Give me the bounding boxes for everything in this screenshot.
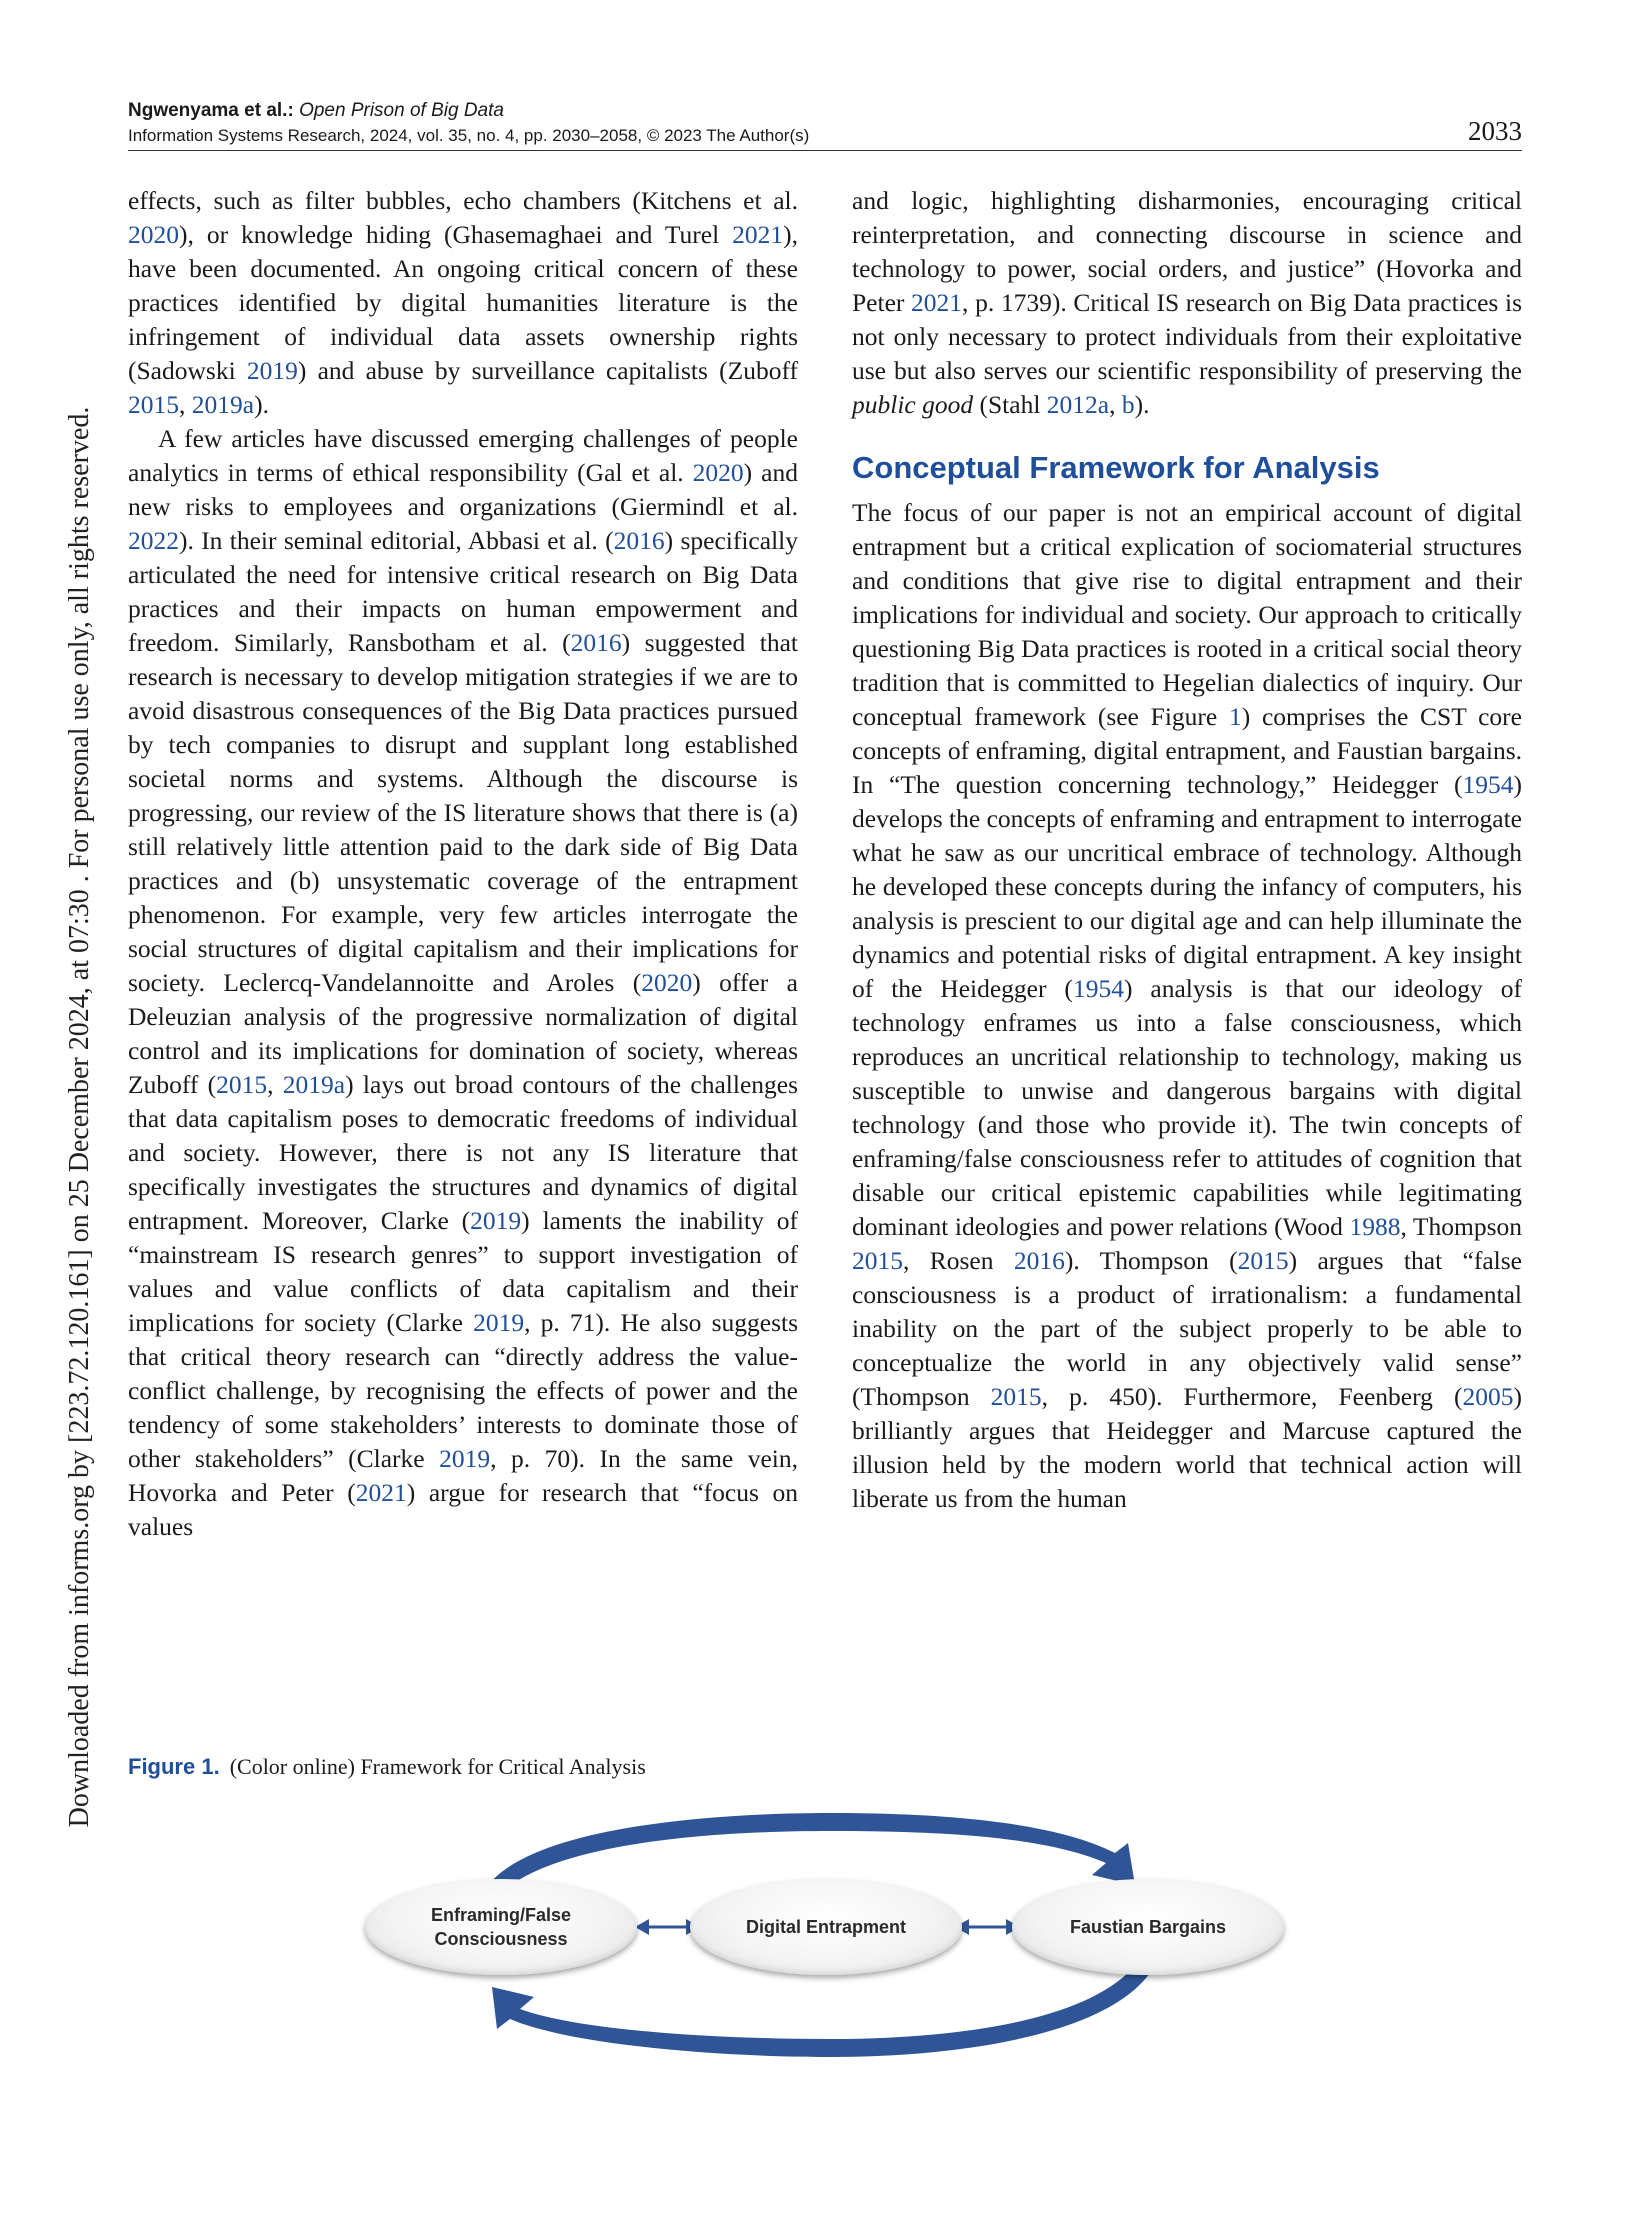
text-run: A few articles have discussed emerging challenges of people analytics in terms of ethical responsibility (Gal et al. [128, 424, 798, 487]
text-run: , p. 1739). Critical IS research on Big Data practices is not only necessary to protect individuals from their exploitative use but also serves our scientific responsibility of preserving the [852, 288, 1522, 385]
text-run: ) and abuse by surveillance capitalists (Zuboff [297, 356, 798, 385]
right-paragraph-2 [852, 496, 1522, 1516]
citation-link[interactable]: 1954 [1072, 974, 1124, 1003]
citation-link[interactable]: 2015 [852, 1246, 903, 1275]
left-column [128, 184, 798, 1544]
text-run: ). [254, 390, 269, 419]
citation-link[interactable]: 2019 [473, 1308, 525, 1337]
header-title-line [128, 98, 1522, 124]
double-arrow-right [955, 1919, 1020, 1935]
node-digital-entrapment [690, 1879, 962, 1975]
text-run: ) analysis is that our ideology of technology enframes us into a false consciousness, which reproduces an uncritical relationship to technology, making us susceptible to unwise and dangerous bargains with digital technology (and those who provide it). The twin concepts of enframing/false consciousness refer to attitudes of cognition that disable our critical epistemic capabilities while legitimating dominant ideologies and power relations (Wood [852, 974, 1522, 1241]
top-curved-arrow [490, 1813, 1135, 1887]
framework-figure [360, 1805, 1280, 2065]
bottom-curved-arrow [492, 1969, 1150, 2057]
text-run: ) suggested that research is necessary to develop mitigation strategies if we are to avoid disastrous consequences of the Big Data practices pursued by tech companies to disrupt and supplant long established societal norms and systems. Although the discourse is progressing, our review of the IS literature shows that there is (a) still relatively little attention paid to the dark side of Big Data practices and (b) unsystematic coverage of the entrapment phenomenon. For example, very few articles interrogate the social structures of digital capitalism and their implications for society. Leclercq-Vandelannoitte and Aroles ( [128, 628, 798, 997]
figure-caption [128, 1752, 646, 1782]
header-journal-line: Information Systems Research, 2024, vol. 35, no. 4, pp. 2030–2058, © 2023 The Author(s) [128, 126, 810, 145]
text-run: ) specifically articulated the need for intensive critical research on Big Data practices and their impacts on human empowerment and freedom. Similarly, Ransbotham et al. ( [128, 526, 798, 657]
text-run: ), have been documented. An ongoing critical concern of these practices identified by digital humanities literature is the infringement of individual data assets ownership rights (Sadowski [128, 220, 798, 385]
figure-label: Figure 1. [128, 1754, 220, 1779]
emphasis-text: public good [852, 390, 974, 419]
citation-link[interactable]: 2019a [191, 390, 255, 419]
text-run: ) comprises the CST core concepts of enframing, digital entrapment, and Faustian bargains. In “The question concerning technology,” Heidegger ( [852, 702, 1522, 799]
text-run: , [179, 390, 192, 419]
text-run: , [1109, 390, 1122, 419]
text-run: ), or knowledge hiding (Ghasemaghaei and Turel [179, 220, 733, 249]
citation-link[interactable]: 2016 [570, 628, 622, 657]
text-run: ). [1134, 390, 1150, 419]
citation-link[interactable]: 2016 [1013, 1246, 1065, 1275]
citation-link[interactable]: 2019 [439, 1444, 491, 1473]
citation-link[interactable]: 2021 [911, 288, 963, 317]
text-run: ). In their seminal editorial, Abbasi et al. ( [179, 526, 614, 555]
text-run: , Thompson [1400, 1212, 1523, 1241]
citation-link[interactable]: 2012a [1046, 390, 1110, 419]
text-run: , Rosen [903, 1246, 1014, 1275]
running-header [128, 98, 1522, 148]
download-notice: Downloaded from informs.org by [223.72.120.161] on 25 December 2024, at 07:30 . For personal use only, all rights reserved. [64, 406, 95, 1828]
text-run: ) brilliantly argues that Heidegger and Marcuse captured the illusion held by the modern world that technical action will liberate us from the human [852, 1382, 1522, 1513]
citation-link[interactable]: 2015 [128, 390, 179, 419]
node-faustian-bargains [1012, 1879, 1284, 1975]
text-run: , p. 71). He also suggests that critical theory research can “directly address the value-conflict challenge, by recognising the effects of power and the tendency of some stakeholders’ interests to dominate those of other stakeholders” (Clarke [128, 1308, 798, 1473]
left-paragraph-1 [128, 184, 798, 422]
figure-link[interactable]: 1 [1228, 702, 1242, 731]
text-run: ) argue for research that “focus on values [128, 1478, 798, 1541]
text-run: ). Thompson ( [1064, 1246, 1238, 1275]
citation-link[interactable]: 2019 [470, 1206, 522, 1235]
citation-link[interactable]: b [1121, 390, 1135, 419]
text-run: , p. 450). Furthermore, Feenberg ( [1041, 1382, 1463, 1411]
node-enframing [365, 1879, 637, 1975]
text-run: ) and new risks to employees and organizations (Giermindl et al. [128, 458, 798, 521]
citation-link[interactable]: 2021 [355, 1478, 407, 1507]
text-run: ) lays out broad contours of the challenges that data capitalism poses to democratic freedoms of individual and society. However, there is not any IS literature that specifically investigates the structures and dynamics of digital entrapment. Moreover, Clarke ( [128, 1070, 799, 1235]
citation-link[interactable]: 2005 [1462, 1382, 1514, 1411]
node-label: Faustian Bargains [1069, 1917, 1227, 1937]
text-run: ) laments the inability of “mainstream IS research genres” to support investigation of values and value conflicts of data capitalism and their implications for society (Clarke [128, 1206, 798, 1337]
header-short-title: Open Prison of Big Data [299, 100, 504, 121]
citation-link[interactable]: 2019a [282, 1070, 346, 1099]
text-run: and logic, highlighting disharmonies, encouraging critical reinterpretation, and connecting discourse in science and technology to power, social orders, and justice” (Hovorka and Peter [852, 186, 1522, 317]
header-rule [128, 150, 1522, 151]
citation-link[interactable]: 1988 [1349, 1212, 1401, 1241]
node-label: Digital Entrapment [745, 1917, 906, 1937]
citation-link[interactable]: 2015 [1237, 1246, 1289, 1275]
citation-link[interactable]: 2022 [128, 526, 179, 555]
text-run: , [267, 1070, 283, 1099]
citation-link[interactable]: 2021 [732, 220, 784, 249]
text-run: , p. 70). In the same vein, Hovorka and Peter ( [128, 1444, 799, 1507]
text-run: ) offer a Deleuzian analysis of the progressive normalization of digital control and its implications for domination of society, whereas Zuboff ( [128, 968, 798, 1099]
citation-link[interactable]: 2020 [641, 968, 693, 997]
right-paragraph-1 [852, 184, 1522, 422]
citation-link[interactable]: 2020 [692, 458, 744, 487]
page-number: 2033 [1468, 116, 1522, 146]
header-authors: Ngwenyama et al.: [128, 100, 294, 121]
citation-link[interactable]: 2016 [613, 526, 665, 555]
text-run: (Stahl [973, 390, 1047, 419]
citation-link[interactable]: 2015 [990, 1382, 1042, 1411]
citation-link[interactable]: 2015 [216, 1070, 268, 1099]
section-heading: Conceptual Framework for Analysis [852, 450, 1380, 485]
node-label: Enframing/False Consciousness [430, 1905, 572, 1949]
citation-link[interactable]: 2019 [246, 356, 298, 385]
left-paragraph-2 [128, 422, 798, 1544]
figure-caption-text: (Color online) Framework for Critical Analysis [229, 1754, 646, 1779]
text-run: ) develops the concepts of enframing and entrapment to interrogate what he saw as our uncritical embrace of technology. Although he developed these concepts during the infancy of computers, his analysis is prescient to our digital age and can help illuminate the dynamics and potential risks of digital entrapment. A key insight of the Heidegger ( [852, 770, 1522, 1003]
text-run: The focus of our paper is not an empirical account of digital entrapment but a critical explication of sociomaterial structures and conditions that give rise to digital entrapment and their implications for individual and society. Our approach to critically questioning Big Data practices is rooted in a critical social theory tradition that is committed to Hegelian dialectics of inquiry. Our conceptual framework (see Figure [852, 498, 1522, 731]
text-run: ) argues that “false consciousness is a product of irrationalism: a fundamental inability on the part of the subject properly to be able to conceptualize the world in any objectively valid sense” (Thompson [852, 1246, 1523, 1411]
right-column [852, 184, 1522, 1516]
text-run: effects, such as filter bubbles, echo chambers (Kitchens et al. [128, 186, 798, 215]
citation-link[interactable]: 2020 [128, 220, 179, 249]
citation-link[interactable]: 1954 [1462, 770, 1514, 799]
